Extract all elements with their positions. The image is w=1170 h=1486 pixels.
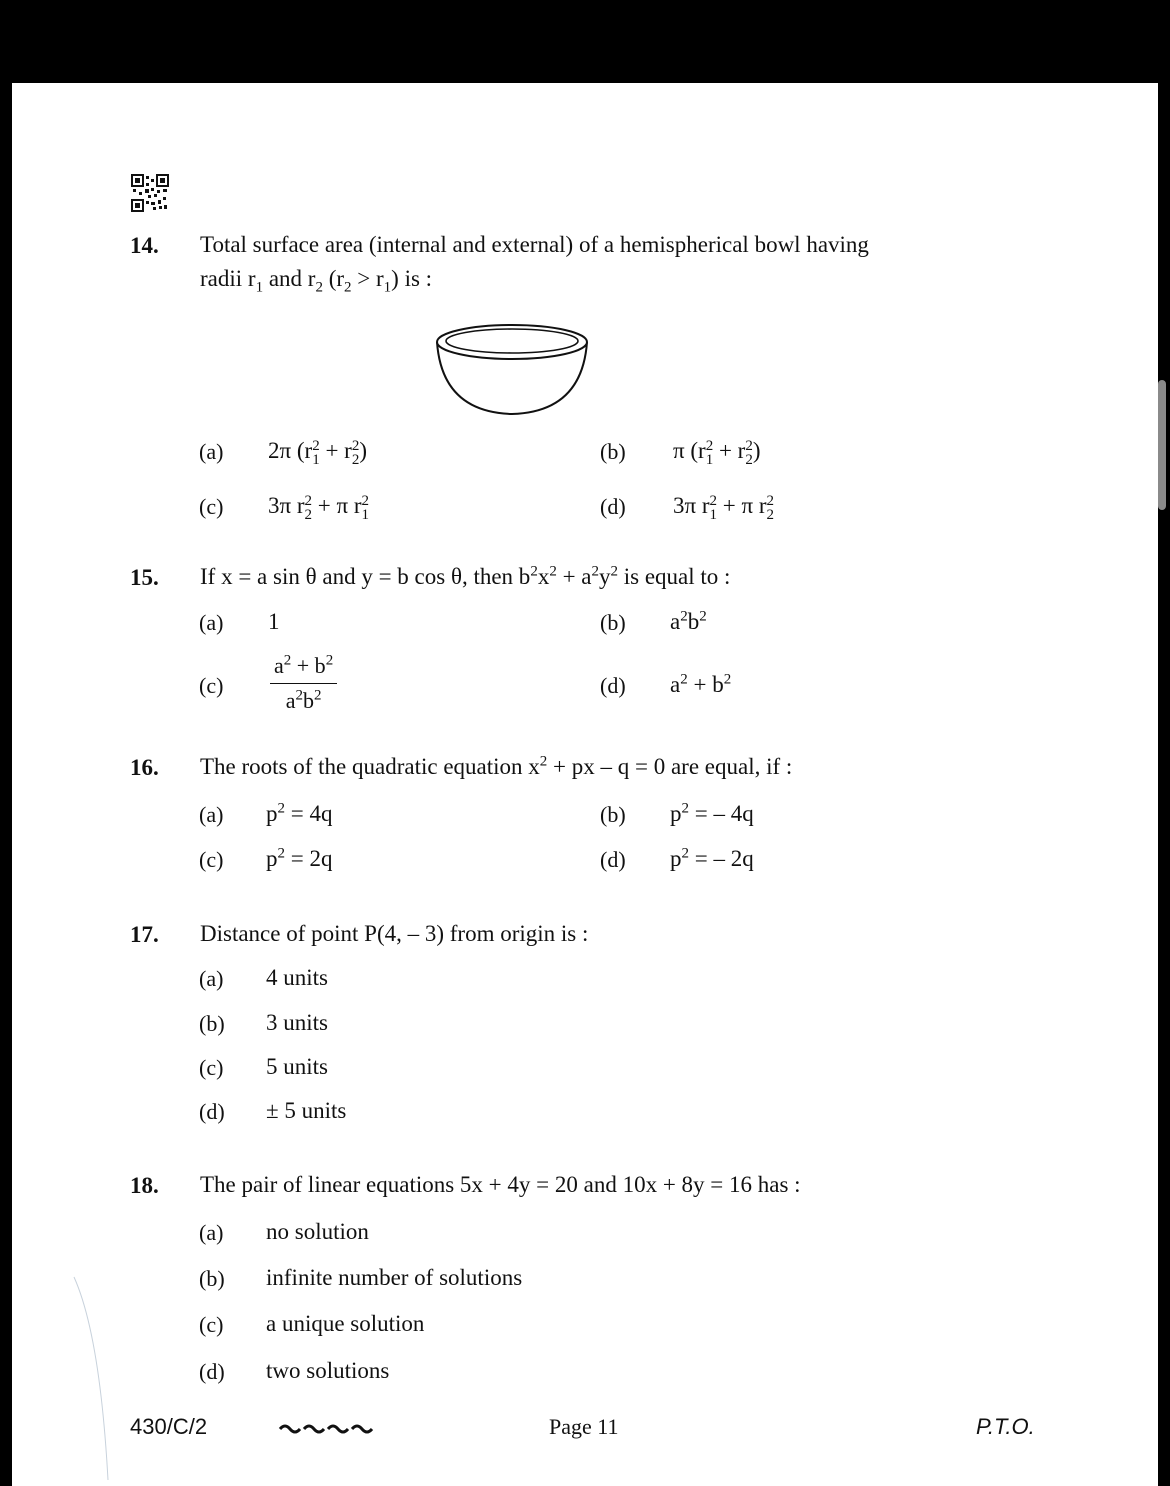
q16-option-d[interactable]: $p^2$ = – 2q (670, 845, 754, 871)
q15-option-c-label[interactable]: (c) (199, 673, 224, 698)
fraction-bar (270, 683, 337, 684)
hemispherical-bowl-icon (432, 320, 592, 420)
q17-option-d[interactable]: ± 5 units (266, 1098, 347, 1123)
q18-option-c[interactable]: a unique solution (266, 1311, 425, 1336)
q18-option-a[interactable]: no solution (266, 1219, 369, 1244)
q17-option-a[interactable]: 4 units (266, 965, 328, 990)
q16-option-b-label[interactable]: (b) (600, 802, 626, 827)
please-turn-over: P.T.O. (976, 1414, 1035, 1439)
question-number-14: 14. (130, 233, 159, 258)
q18-option-b[interactable]: infinite number of solutions (266, 1265, 523, 1290)
question-18-text: The pair of linear equations 5x + 4y = 20 and 10x + 8y = 16 has : (200, 1172, 801, 1197)
q15-option-a-label[interactable]: (a) (199, 610, 224, 635)
q18-option-a-label[interactable]: (a) (199, 1220, 224, 1245)
question-14-text-line1: Total surface area (internal and external) of a hemispherical bowl having (200, 232, 869, 257)
q15-option-c-fraction[interactable] (270, 653, 337, 714)
q14-option-b-label[interactable]: (b) (600, 439, 626, 464)
q16-option-a[interactable]: $p^2 = 4q$ (266, 800, 333, 826)
question-number-17: 17. (130, 922, 159, 947)
q16-option-d-label[interactable]: (d) (600, 847, 626, 872)
question-number-18: 18. (130, 1173, 159, 1198)
q14-option-d-label[interactable]: (d) (600, 494, 626, 519)
qr-code-icon (131, 174, 169, 212)
q18-option-c-label[interactable]: (c) (199, 1312, 224, 1337)
question-number-16: 16. (130, 755, 159, 780)
scrollbar[interactable] (1158, 380, 1166, 510)
page-number: Page 11 (549, 1414, 619, 1439)
q17-option-d-label[interactable]: (d) (199, 1099, 225, 1124)
q17-option-a-label[interactable]: (a) (199, 966, 224, 991)
q16-option-b[interactable]: $p^2$ = – 4q (670, 800, 754, 826)
q14-option-b[interactable]: π (r 2 1 + r 2 2 ) (673, 437, 761, 468)
exam-page (12, 83, 1158, 1486)
question-15-text: If x = a sin θ and y = b cos θ, then $b^2x^2 + a^2y^2$ is equal to : (200, 563, 731, 589)
q17-option-b[interactable]: 3 units (266, 1010, 328, 1035)
q14-option-c[interactable]: 3π r 2 2 + π r 2 1 (268, 492, 370, 523)
fraction-denominator: $a^2b^2$ (285, 687, 322, 713)
q14-option-a-label[interactable]: (a) (199, 439, 224, 464)
q18-option-d[interactable]: two solutions (266, 1358, 390, 1383)
question-17-text: Distance of point P(4, – 3) from origin is : (200, 921, 589, 946)
q16-option-a-label[interactable]: (a) (199, 802, 224, 827)
question-14-text-line2: radii $r_1$ and $r_2$ $(r_2 > r_1)$ is : (200, 266, 433, 296)
q14-option-d[interactable]: 3π r 2 1 + π r 2 2 (673, 492, 775, 523)
wave-ornament-icon (278, 1420, 374, 1436)
q16-option-c-label[interactable]: (c) (199, 847, 224, 872)
q15-option-a[interactable]: 1 (268, 609, 280, 634)
q15-option-b-label[interactable]: (b) (600, 610, 626, 635)
margin-pencil-mark (70, 1275, 120, 1485)
question-number-15: 15. (130, 565, 159, 590)
question-16-text: The roots of the quadratic equation $x^2$ + px – q = 0 are equal, if : (200, 753, 793, 779)
paper-code: 430/C/2 (130, 1414, 208, 1439)
q14-option-a[interactable]: 2π (r 2 1 + r 2 2 ) (268, 437, 367, 468)
q15-option-b[interactable]: $a^2b^2$ (670, 608, 707, 634)
q16-option-c[interactable]: $p^2 = 2q$ (266, 845, 333, 871)
q17-option-b-label[interactable]: (b) (199, 1011, 225, 1036)
q15-option-d-label[interactable]: (d) (600, 673, 626, 698)
q17-option-c[interactable]: 5 units (266, 1054, 328, 1079)
q18-option-d-label[interactable]: (d) (199, 1359, 225, 1384)
q14-option-c-label[interactable]: (c) (199, 494, 224, 519)
q17-option-c-label[interactable]: (c) (199, 1055, 224, 1080)
q18-option-b-label[interactable]: (b) (199, 1266, 225, 1291)
fraction-numerator: $a^2 + b^2$ (274, 652, 334, 678)
q15-option-d[interactable]: $a^2 + b^2$ (670, 671, 732, 697)
